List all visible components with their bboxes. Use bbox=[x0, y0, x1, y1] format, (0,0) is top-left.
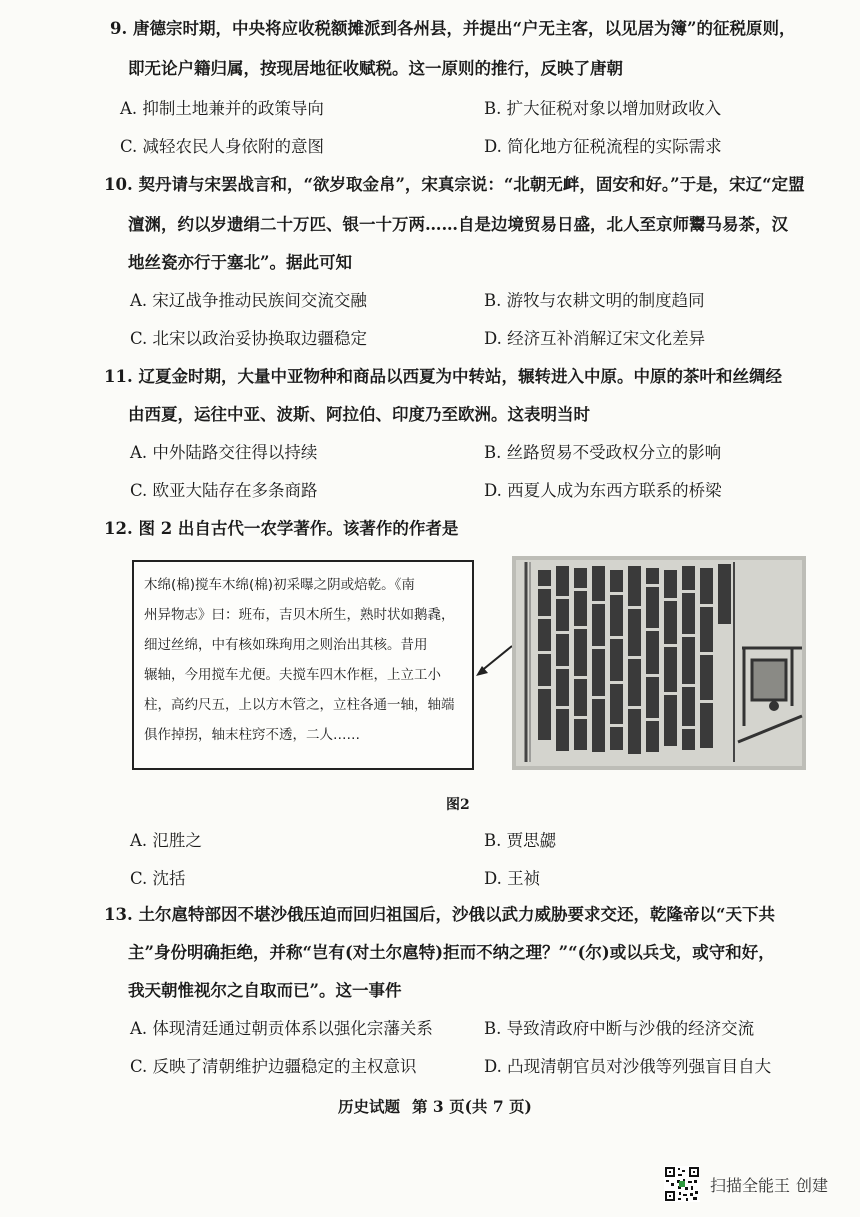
q13-option-a: A. 体现清廷通过朝贡体系以强化宗藩关系 bbox=[130, 1019, 433, 1038]
q13-stem-line2: 主”身份明确拒绝，并称“岂有(对土尔扈特)拒而不纳之理？”“(尔)或以兵戈，或守和好， bbox=[128, 943, 775, 962]
q11-stem-line1: 11. 辽夏金时期，大量中亚物种和商品以西夏为中转站，辗转进入中原。中原的茶叶和丝绸经 bbox=[104, 367, 782, 386]
q10-option-a: A. 宋辽战争推动民族间交流交融 bbox=[130, 291, 367, 310]
figure-text-line: 俱作掉拐，轴末柱窍不透，二人…… bbox=[144, 727, 360, 743]
q9-option-a: A. 抑制土地兼并的政策导向 bbox=[120, 99, 324, 118]
qr-code-icon bbox=[664, 1166, 700, 1202]
q12-option-a: A. 氾胜之 bbox=[130, 831, 202, 850]
figure-text-line: 细过丝绵，中有核如珠珣用之则治出其核。昔用 bbox=[144, 637, 428, 653]
figure-text-line: 州异物志》曰：班布，吉贝木所生，熟时状如鹅毳， bbox=[144, 607, 455, 623]
figure-caption: 图2 bbox=[446, 797, 470, 813]
page-footer bbox=[338, 1095, 544, 1117]
watermark-action: 创建 bbox=[795, 1175, 828, 1195]
q10-option-b: B. 游牧与农耕文明的制度趋同 bbox=[484, 291, 705, 310]
q9-stem-line1: 9. 唐德宗时期，中央将应收税额摊派到各州县，并提出“户无主客，以见居为簿”的征税原则， bbox=[110, 19, 796, 38]
q12-option-d: D. 王祯 bbox=[484, 869, 541, 888]
watermark-app-name: 扫描全能王 bbox=[709, 1175, 790, 1195]
scanner-watermark bbox=[664, 1166, 834, 1202]
q13-option-d: D. 凸现清朝官员对沙俄等列强盲目自大 bbox=[484, 1057, 772, 1076]
q10-stem-line3: 地丝瓷亦行于塞北”。据此可知 bbox=[128, 253, 352, 272]
q9-option-b: B. 扩大征税对象以增加财政收入 bbox=[484, 99, 722, 118]
q12-option-b: B. 贾思勰 bbox=[484, 831, 557, 850]
q11-option-d: D. 西夏人成为东西方联系的桥梁 bbox=[484, 481, 722, 500]
q11-option-c: C. 欧亚大陆存在多条商路 bbox=[130, 481, 318, 500]
q11-stem-line2: 由西夏，运往中亚、波斯、阿拉伯、印度乃至欧洲。这表明当时 bbox=[128, 405, 590, 424]
q10-option-c: C. 北宋以政治妥协换取边疆稳定 bbox=[130, 329, 368, 348]
q13-stem-line1: 13. 土尔扈特部因不堪沙俄压迫而回归祖国后，沙俄以武力威胁要求交还，乾隆帝以“天下共 bbox=[104, 905, 775, 924]
figure-text-line: 木绵(棉)搅车木绵(棉)初采曝之阴或焙乾。《南 bbox=[144, 577, 415, 593]
figure-text-line: 辗轴，今用搅车尤便。夫搅车四木作框，上立工小 bbox=[144, 667, 441, 683]
q12-stem: 12. 图 2 出自古代一农学著作。该著作的作者是 bbox=[104, 519, 459, 538]
q12-option-c: C. 沈括 bbox=[130, 869, 186, 888]
q11-option-b: B. 丝路贸易不受政权分立的影响 bbox=[484, 443, 722, 462]
footer-page-number: 第 3 页(共 7 页) bbox=[412, 1097, 532, 1116]
ancient-book-photo bbox=[512, 556, 806, 770]
q10-option-d: D. 经济互补消解辽宋文化差异 bbox=[484, 329, 706, 348]
q9-option-c: C. 减轻农民人身依附的意图 bbox=[120, 137, 325, 156]
q10-stem-line2: 澶渊，约以岁遗绢二十万匹、银一十万两……自是边境贸易日盛，北人至京师鬻马易茶，汉 bbox=[128, 215, 788, 234]
q10-stem-line1: 10. 契丹请与宋罢战言和，“欲岁取金帛”，宋真宗说：“北朝无衅，固安和好。”于是，宋辽“定盟 bbox=[104, 175, 805, 194]
q13-stem-line3: 我天朝惟视尔之自取而已”。这一事件 bbox=[128, 981, 402, 1000]
figure-text-line: 柱，高约尺五，上以方木管之，立柱各通一轴，轴端 bbox=[144, 697, 455, 713]
q11-option-a: A. 中外陆路交往得以持续 bbox=[130, 443, 318, 462]
q13-option-b: B. 导致清政府中断与沙俄的经济交流 bbox=[484, 1019, 755, 1038]
q13-option-c: C. 反映了清朝维护边疆稳定的主权意识 bbox=[130, 1057, 417, 1076]
footer-subject: 历史试题 bbox=[338, 1097, 401, 1116]
pointer-arrow-icon bbox=[474, 640, 514, 680]
q9-option-d: D. 简化地方征税流程的实际需求 bbox=[484, 137, 722, 156]
figure-text-box bbox=[132, 560, 474, 770]
q9-stem-line2: 即无论户籍归属，按现居地征收赋税。这一原则的推行，反映了唐朝 bbox=[128, 59, 623, 78]
